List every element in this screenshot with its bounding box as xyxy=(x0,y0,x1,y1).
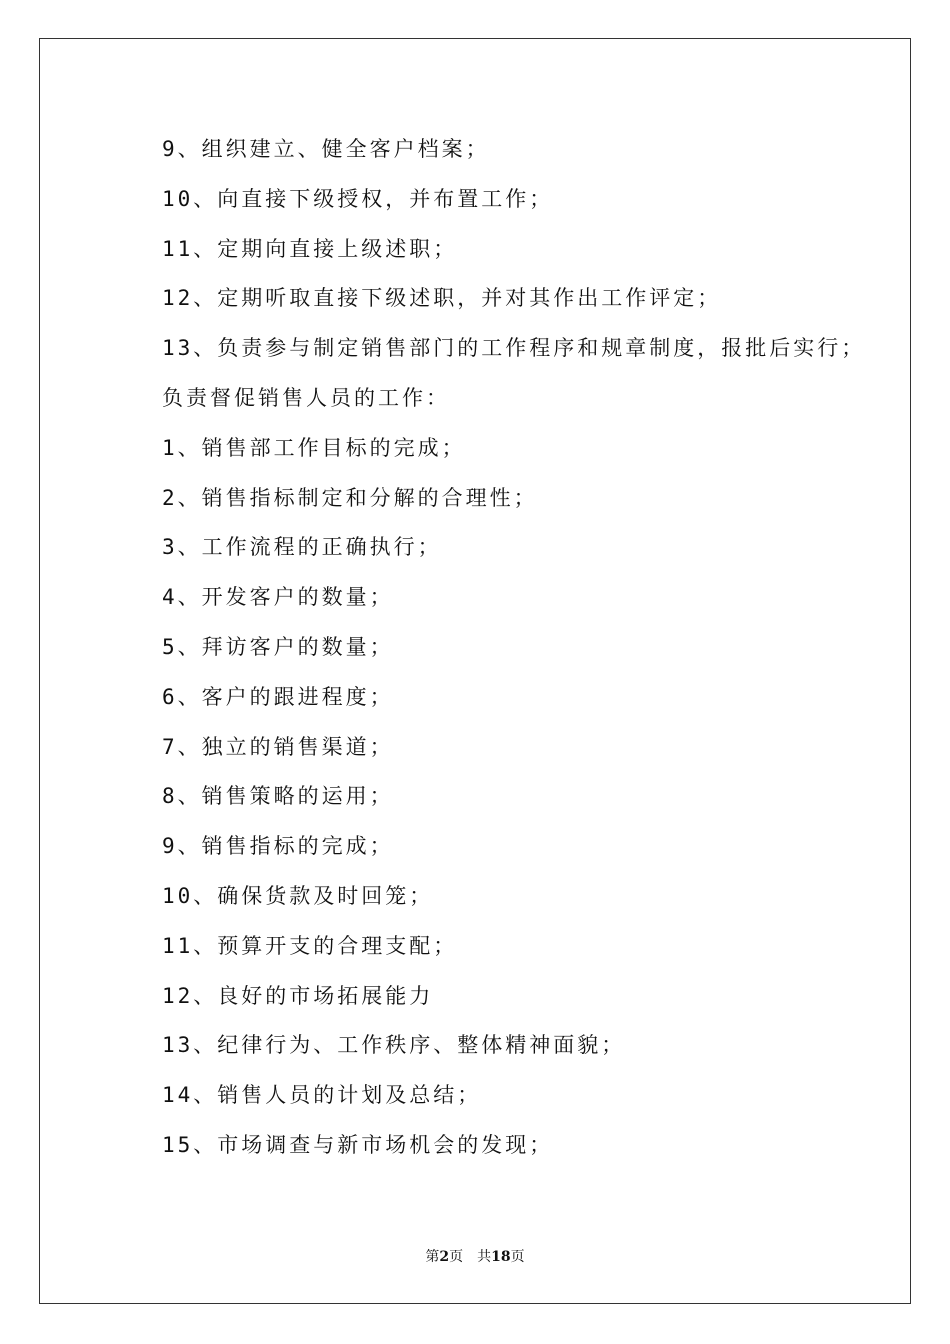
page-number: 2 xyxy=(439,1249,450,1265)
text-line: 15、市场调查与新市场机会的发现； xyxy=(162,1132,554,1157)
text-line: 13、负责参与制定销售部门的工作程序和规章制度，报批后实行； xyxy=(162,336,866,361)
text-line: 9、销售指标的完成； xyxy=(162,834,394,859)
text-line: 3、工作流程的正确执行； xyxy=(162,535,442,560)
total-prefix: 共 xyxy=(477,1249,492,1265)
text-line: 10、确保货款及时回笼； xyxy=(162,883,434,908)
text-line: 12、定期听取直接下级述职，并对其作出工作评定； xyxy=(162,286,722,311)
text-line: 14、销售人员的计划及总结； xyxy=(162,1083,482,1108)
text-line: 11、定期向直接上级述职； xyxy=(162,236,458,261)
text-line: 1、销售部工作目标的完成； xyxy=(162,435,466,460)
section-heading: 负责督促销售人员的工作： xyxy=(162,385,450,410)
text-line: 13、纪律行为、工作秩序、整体精神面貌； xyxy=(162,1033,626,1058)
text-line: 4、开发客户的数量； xyxy=(162,585,394,610)
total-suffix: 页 xyxy=(510,1249,525,1265)
text-line: 7、独立的销售渠道； xyxy=(162,734,394,759)
text-line: 12、良好的市场拓展能力 xyxy=(162,983,434,1008)
document-body xyxy=(162,125,866,1171)
text-line: 2、销售指标制定和分解的合理性； xyxy=(162,485,538,510)
text-line: 10、向直接下级授权，并布置工作； xyxy=(162,186,554,211)
text-line: 6、客户的跟进程度； xyxy=(162,684,394,709)
page-suffix: 页 xyxy=(449,1249,464,1265)
page-prefix: 第 xyxy=(425,1249,440,1265)
total-pages: 18 xyxy=(491,1249,511,1265)
text-line: 11、预算开支的合理支配； xyxy=(162,933,458,958)
page-footer xyxy=(0,1246,950,1266)
text-line: 5、拜访客户的数量； xyxy=(162,634,394,659)
text-line: 8、销售策略的运用； xyxy=(162,784,394,809)
text-line: 9、组织建立、健全客户档案； xyxy=(162,137,490,161)
